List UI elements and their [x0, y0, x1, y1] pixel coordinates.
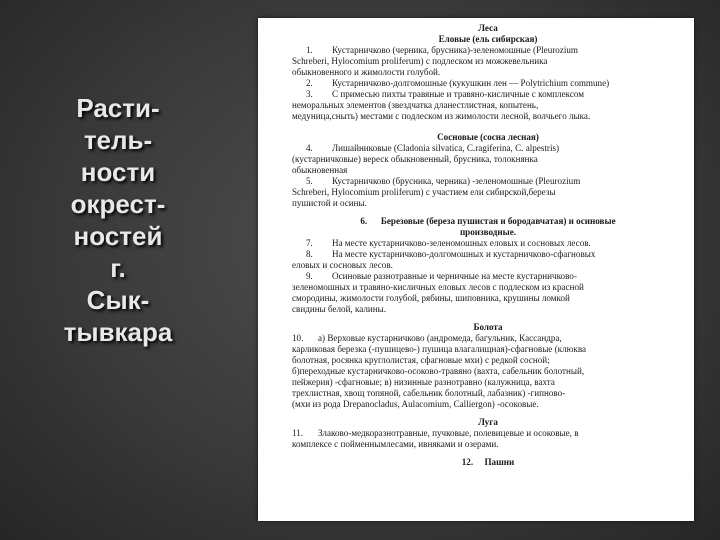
doc-item-2 — [292, 78, 684, 89]
item-text: свидины белой, калины. — [292, 304, 387, 314]
item-text: пейжерия) -сфагновые; в) низинные разнотравно (калужница, вахта — [292, 377, 555, 387]
slide-title-line: тель- — [83, 125, 153, 155]
item-number: 9. — [306, 271, 313, 281]
subsection-heading-pine: Сосновые (сосна лесная) — [437, 132, 539, 142]
doc-item-9 — [292, 271, 684, 315]
scanned-document — [258, 18, 694, 521]
item-number: 7. — [306, 238, 313, 248]
item-number: 5. — [306, 176, 313, 186]
item-text: обыкновенного и жимолости голубой. — [292, 67, 441, 77]
slide-title-line: Расти- — [76, 93, 160, 123]
section-heading-forests: Леса — [478, 23, 498, 33]
item-text: болотная, росянка круглолистая, сфагновые мхи) с редкой сосной; — [292, 355, 550, 365]
heading-text: Пашни — [484, 457, 515, 467]
item-text: Schreberi, Hylocomium proliferum) с подлеском из можжевельника — [292, 56, 548, 66]
item-number: 2. — [306, 78, 313, 88]
item-number: 11. — [292, 428, 304, 438]
subsection-heading-spruce: Еловые (ель сибирская) — [438, 34, 538, 44]
subsection-heading-birch — [292, 216, 684, 238]
heading-line: производные. — [459, 227, 517, 237]
item-number: 8. — [306, 249, 313, 259]
item-number: 10. — [292, 333, 304, 343]
heading-number: 12. — [461, 457, 474, 467]
doc-item-11 — [292, 428, 684, 450]
item-text: комплексе с пойменнымлесами, ивняками и озерами. — [292, 439, 499, 449]
section-heading-meadows: Луга — [478, 417, 498, 427]
item-text: пушистой и осины. — [292, 198, 367, 208]
item-text: а) Верховые кустарничково (андромеда, багульник, Кассандра, — [318, 333, 562, 343]
item-text: (кустарничковые) вереск обыкновенный, брусника, толокнянка — [292, 154, 538, 164]
doc-item-7 — [292, 238, 684, 249]
item-text: смородины, жимолости голубой, рябины, шиповника, крушины ломкой — [292, 293, 570, 303]
item-text: Осиновые разнотравные и черничные на месте кустарничково- — [332, 271, 577, 281]
item-text: Злаково-медкоразнотравные, пучковые, полевицевые и осоковые, в — [318, 428, 579, 438]
item-text: Schreberi, Hylocomium proliferum) с участием ели сибирской,березы — [292, 187, 556, 197]
slide-title-line: ности — [80, 157, 156, 187]
item-text: обыкновенная — [292, 165, 348, 175]
item-text: медуница,сныть) местами с подлеском из жимолости лесной, волчьего лыка. — [292, 111, 591, 121]
doc-item-8 — [292, 249, 684, 271]
slide-title-line: ностей — [73, 221, 163, 251]
item-text: На месте кустарничково-зеленомошных еловых и сосновых лесов. — [332, 238, 591, 248]
item-text: неморальных элементов (звездчатка дланестлистная, копытень, — [292, 100, 539, 110]
item-text: С примесью пихты травяные и травяно-кисличные с комплексом — [332, 89, 584, 99]
doc-item-5 — [292, 176, 684, 209]
slide-title-line: Сык- — [86, 285, 150, 315]
doc-item-4 — [292, 143, 684, 176]
item-text: Лишайниковые (Cladonia silvatica, C.ragiferina, C. alpestris) — [332, 143, 560, 153]
item-text: (мхи из рода Drepanocladus, Aulacomium, Calliergon) -осоковые. — [292, 399, 539, 409]
item-text: На месте кустарничково-долгомошных и кустарничково-сфагновых — [332, 249, 596, 259]
item-text: Кустарничково (брусника, черника) -зеленомошные (Pleurozium — [332, 176, 581, 186]
item-text: еловых и сосновых лесов. — [292, 260, 393, 270]
doc-item-1 — [292, 45, 684, 78]
slide-title-line: тывкара — [63, 317, 173, 347]
item-text: Кустарничково-долгомошные (кукушкин лен — Polytrichium commune) — [332, 78, 610, 88]
slide-title-line: г. — [110, 253, 126, 283]
item-text: б)переходные кустарничково-осоково-травяно (вахта, сабельник болотный, — [292, 366, 585, 376]
heading-line: 6. Березовые (береза пушистая и бородавчатая) и осиновые — [360, 216, 616, 226]
section-heading-swamps: Болота — [473, 322, 503, 332]
item-text: зеленомошных и травяно-кисличных еловых лесов с подлеском из красной — [292, 282, 584, 292]
slide-title — [18, 92, 218, 348]
item-number: 4. — [306, 143, 313, 153]
doc-item-10 — [292, 333, 684, 410]
item-text: Кустарничково (черника, брусника)-зеленомошные (Pleurozium — [332, 45, 579, 55]
doc-item-3 — [292, 89, 684, 122]
item-number: 1. — [306, 45, 313, 55]
item-text: трехлистная, хвощ топяной, сабельник болотный, лабазник) -гипново- — [292, 388, 566, 398]
item-number: 3. — [306, 89, 313, 99]
slide-title-line: окрест- — [70, 189, 166, 219]
section-heading-arable-land — [292, 457, 684, 468]
item-text: карликовая березка (-пушицево-) пушица влагалищная)-сфагновые (клюква — [292, 344, 587, 354]
